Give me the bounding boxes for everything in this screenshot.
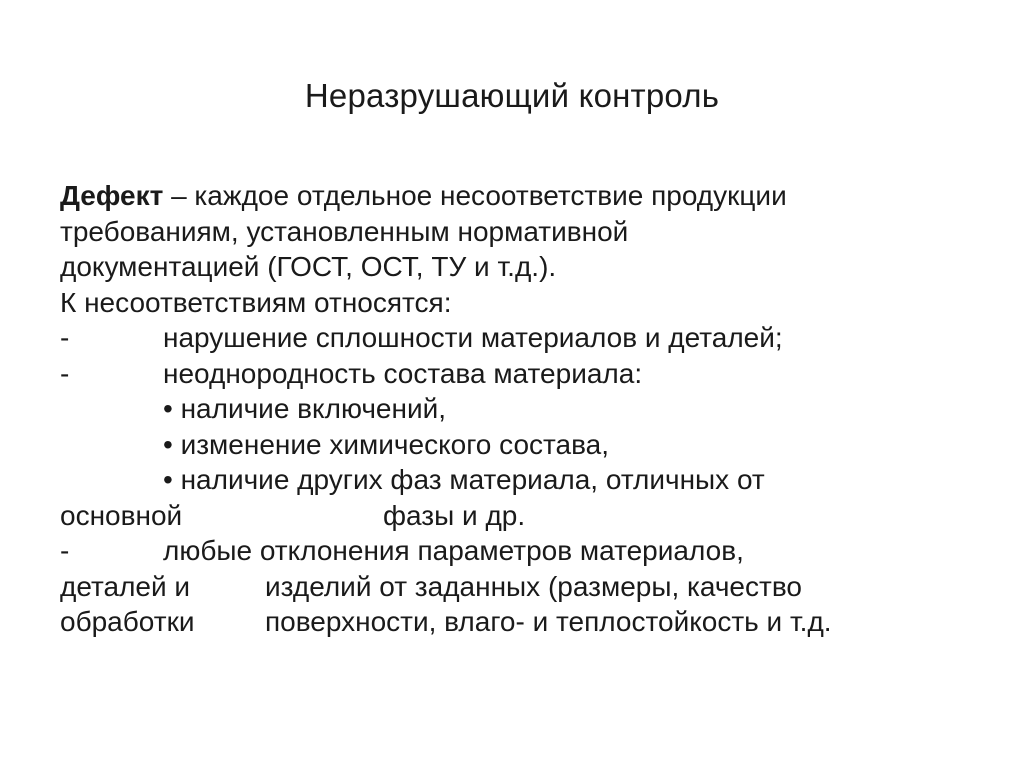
list-item [60,533,980,569]
continuation-left: обработки [60,606,195,637]
continuation-line [60,604,980,640]
item-dash: - [60,535,70,566]
definition-line-1 [60,178,980,214]
continuation-right: поверхности, влаго- и теплостойкость и т.д. [265,606,832,637]
subitem-text: • наличие включений, [163,393,447,424]
list-item [60,320,980,356]
item-text: неоднородность состава материала: [163,357,643,389]
definition-line-3 [60,249,980,285]
item-dash: - [60,357,70,389]
continuation-line [60,498,980,534]
sub-list-item [60,462,980,498]
intro-text: К несоответствиям относятся: [60,286,452,318]
continuation-left: деталей и [60,570,191,602]
definition-line-2 [60,214,980,250]
list-item [60,356,980,392]
sub-list-item [60,427,980,463]
subitem-text: • изменение химического состава, [163,428,610,460]
sub-list-item [60,391,980,427]
slide-body [60,178,980,640]
definition-text-3: документацией (ГОСТ, ОСТ, ТУ и т.д.). [60,251,557,282]
item-dash: - [60,322,70,353]
item-text: любые отклонения параметров материалов, [163,535,744,566]
definition-text-2: требованиям, установленным нормативной [60,215,629,247]
definition-term: Дефект [60,180,164,211]
intro-line [60,285,980,321]
continuation-left: основной [60,499,183,531]
continuation-right: изделий от заданных (размеры, качество [265,570,802,602]
continuation-right: фазы и др. [383,499,526,531]
subitem-text: • наличие других фаз материала, отличных от [163,464,765,495]
item-text: нарушение сплошности материалов и деталей; [163,322,783,353]
definition-text-1: – каждое отдельное несоответствие продукции [163,180,787,211]
slide-title: Неразрушающий контроль [304,77,720,114]
continuation-line [60,569,980,605]
